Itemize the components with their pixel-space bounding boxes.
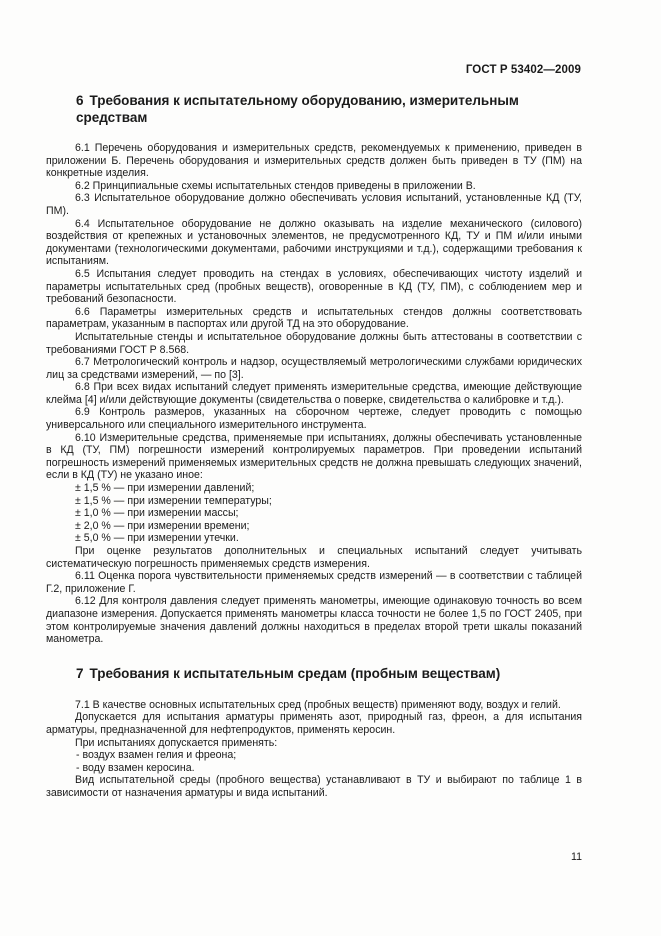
paragraph-6-2: 6.2 Принципиальные схемы испытательных стендов приведены в приложении В. <box>75 179 476 192</box>
paragraph-7-1-substitutions: При испытаниях допускается применять: <box>75 736 278 749</box>
page-number: 11 <box>571 851 582 863</box>
paragraph-6-10: 6.10 Измерительные средства, применяемые при испытаниях, должны обеспечивать установленные в КД (ТУ, ПМ) погрешности измерений контролируемых параметров. При проведении испытаний погрешность измерений применяемых измерительных средств не должна превышать следующих значений, если в КД (ТУ) не указано иное: <box>46 431 582 482</box>
tolerance-pressure: ± 1,5 % — при измерении давлений; <box>75 482 255 495</box>
section-7-number: 7 <box>76 665 84 681</box>
substitution-water: - воду взамен керосина. <box>76 761 195 774</box>
paragraph-6-4: 6.4 Испытательное оборудование не должно оказывать на изделие механического (силового) воздействия от крепежных и установочных элементов, не предусмотренного КД, ТУ и ПМ и/или иными документами (технологическими документами, рабочими инструкциями и т.д.), содержащими требования к испытаниям. <box>46 217 582 268</box>
substitution-air: - воздух взамен гелия и фреона; <box>76 749 237 762</box>
tolerance-leakage: ± 5,0 % — при измерении утечки. <box>75 532 239 545</box>
paragraph-6-12: 6.12 Для контроля давления следует применять манометры, имеющие одинаковую точность во всем диапазоне измерения. Допускается применять манометры класса точности не более 1,5 по ГОСТ 2405, при этом контролируемые значения давлений должны находиться в пределах второй трети шкалы показаний манометра. <box>46 595 582 646</box>
paragraph-6-6: 6.6 Параметры измерительных средств и испытательных стендов должны соответствовать параметрам, указанным в паспортах или другой ТД на это оборудование. <box>46 305 582 331</box>
paragraph-systematic-error: При оценке результатов дополнительных и специальных испытаний следует учитывать систематическую погрешность применяемых средств измерения. <box>46 545 582 570</box>
paragraph-6-11: 6.11 Оценка порога чувствительности применяемых средств измерений — в соответствии с таблицей Г.2, приложение Г. <box>46 570 582 595</box>
paragraph-6-6-attestation: Испытательные стенды и испытательное оборудование должны быть аттестованы в соответствии с требованиями ГОСТ Р 8.568. <box>46 330 582 356</box>
section-6-title: Требования к испытательному оборудованию, измерительным средствам <box>76 93 519 125</box>
paragraph-7-1-allowed-media: Допускается для испытания арматуры применять азот, природный газ, фреон, а для испытания арматуры, предназначенной для нефтепродуктов, применять керосин. <box>46 711 582 736</box>
tolerance-mass: ± 1,0 % — при измерении массы; <box>75 507 239 520</box>
page-content <box>46 92 582 800</box>
paragraph-6-9: 6.9 Контроль размеров, указанных на сборочном чертеже, следует проводить с помощью универсального или специального измерительного инструмента. <box>46 406 582 432</box>
paragraph-7-1: 7.1 В качестве основных испытательных сред (пробных веществ) применяют воду, воздух и гелий. <box>75 698 561 711</box>
section-6-number: 6 <box>76 93 84 108</box>
section-7-title: Требования к испытательным средам (пробным веществам) <box>89 665 501 681</box>
standard-header: ГОСТ Р 53402—2009 <box>465 64 581 76</box>
tolerance-temperature: ± 1,5 % — при измерении температуры; <box>75 494 272 507</box>
paragraph-6-8: 6.8 При всех видах испытаний следует применять измерительные средства, имеющие действующие клейма [4] и/или действующие документы (свидетельства о поверке, свидетельства о калибровке и т.д.). <box>46 381 582 406</box>
section-7-heading <box>46 665 582 682</box>
paragraph-6-5: 6.5 Испытания следует проводить на стендах в условиях, обеспечивающих чистоту изделий и параметры испытательных сред (пробных веществ), оговоренные в КД (ТУ, ПМ), с соблюдением мер и требований безопасности. <box>46 267 582 306</box>
paragraph-6-1: 6.1 Перечень оборудования и измерительных средств, рекомендуемых к применению, приведен в приложении Б. Перечень оборудования и измерительных средств должен быть приведен в ТУ (ПМ) на конкретные изделия. <box>46 142 582 180</box>
paragraph-6-7: 6.7 Метрологический контроль и надзор, осуществляемый метрологическими службами юридических лиц за средствами измерений, — по [3]. <box>46 356 582 381</box>
paragraph-7-closing: Вид испытательной среды (пробного вещества) устанавливают в ТУ и выбирают по таблице 1 в зависимости от назначения арматуры и вида испытаний. <box>46 774 582 799</box>
section-6-heading <box>46 92 582 126</box>
paragraph-6-3: 6.3 Испытательное оборудование должно обеспечивать условия испытаний, установленные КД (ТУ, ПМ). <box>46 192 582 217</box>
tolerance-time: ± 2,0 % — при измерении времени; <box>75 519 250 532</box>
